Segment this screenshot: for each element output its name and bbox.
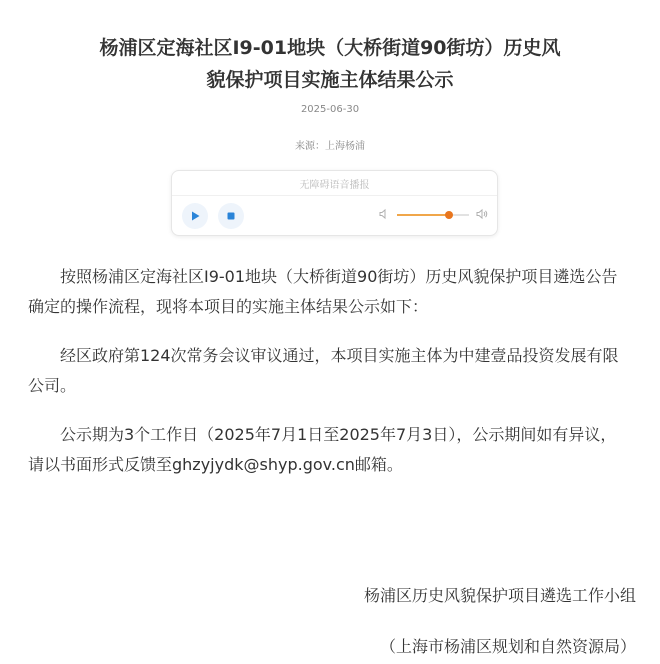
signature-line2: （上海市杨浦区规划和自然资源局） — [379, 637, 636, 656]
article-source: 来源：上海杨浦 — [295, 141, 365, 152]
play-button[interactable] — [182, 203, 208, 229]
body-paragraph-2: 经区政府第124次常务会议审议通过，本项目实施主体为中建壹品投资发展有限公司。 — [28, 346, 619, 395]
article-title-line1: 杨浦区定海社区I9-01地块（大桥街道90街坊）历史风 — [99, 37, 561, 59]
body-paragraph-1: 按照杨浦区定海社区I9-01地块（大桥街道90街坊）历史风貌保护项目遴选公告确定的操作流程，现将本项目的实施主体结果公示如下： — [28, 267, 618, 316]
volume-low-icon[interactable] — [378, 208, 390, 220]
publish-date: 2025-06-30 — [300, 104, 360, 115]
volume-high-icon[interactable] — [475, 208, 489, 220]
volume-slider-fill — [397, 214, 449, 216]
play-icon — [189, 210, 201, 222]
stop-icon — [226, 211, 236, 221]
article-title-line2: 貌保护项目实施主体结果公示 — [206, 69, 454, 91]
audio-player — [171, 170, 498, 236]
signature-line1: 杨浦区历史风貌保护项目遴选工作小组 — [363, 586, 636, 605]
volume-slider[interactable] — [397, 214, 469, 216]
audio-player-label: 无障碍语音播报 — [172, 176, 497, 196]
volume-slider-knob[interactable] — [445, 211, 453, 219]
stop-button[interactable] — [218, 203, 244, 229]
article-title — [60, 32, 600, 96]
article-body — [28, 262, 628, 499]
body-paragraph-3: 公示期为3个工作日（2025年7月1日至2025年7月3日），公示期间如有异议，请以书面形式反馈至ghzyjydk@shyp.gov.cn邮箱。 — [28, 425, 617, 474]
